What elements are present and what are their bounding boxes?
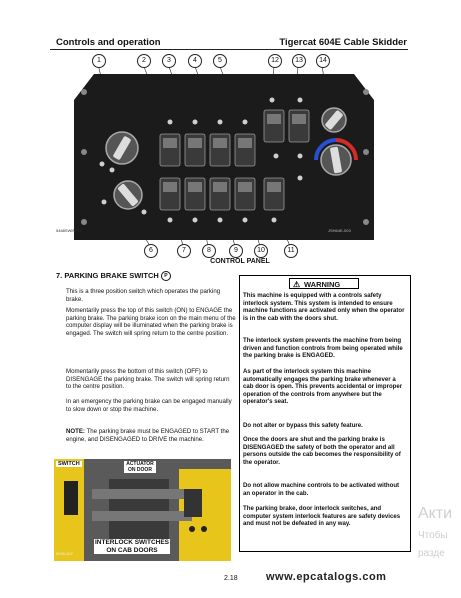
- header-rule: [50, 49, 408, 50]
- callout-4: 4: [188, 54, 202, 68]
- callout-9: 9: [229, 244, 243, 258]
- page-number: 2.18: [224, 575, 238, 582]
- header-left: Controls and operation: [56, 37, 161, 48]
- warning-paragraph-3: As part of the interlock system this machine automatically engages the parking brake whenever a cab door is open. This prevents accidental or improper operation of the controls from anywhere but the operator's seat.: [243, 368, 403, 406]
- watermark-line-1: Акти: [418, 505, 453, 522]
- callout-6: 6: [144, 244, 158, 258]
- note-paragraph: [66, 428, 236, 443]
- photo-code: 5206-007: [56, 551, 73, 556]
- figure-small-code: JSH64E-003: [328, 228, 351, 233]
- paragraph-3: Momentarily press the bottom of this switch (OFF) to DISENGAGE the parking brake. The switch will spring return to the centre position.: [66, 368, 230, 391]
- paragraph-4: In an emergency the parking brake can be engaged manually to slow down or stop the machine.: [66, 398, 232, 413]
- watermark-line-3: разде: [418, 548, 445, 559]
- callout-11: 11: [284, 244, 298, 258]
- paragraph-2: Momentarily press the top of this switch (ON) to ENGAGE the parking brake. The parking brake icon on the main menu of the computer display will be illuminated when the parking brake is engaged. The switch will spring return to the centre position.: [66, 307, 236, 337]
- callout-2: 2: [137, 54, 151, 68]
- warning-paragraph-5: Once the doors are shut and the parking brake is DISENGAGED the safety of both the operator and all persons outside the cab becomes the responsibility of the operator.: [243, 436, 401, 466]
- callout-5: 5: [213, 54, 227, 68]
- figure-caption: CONTROL PANEL: [210, 258, 270, 265]
- paragraph-1: This is a three position switch which operates the parking brake.: [66, 288, 221, 303]
- figure-code: 5468SWINFO: [56, 228, 81, 233]
- header-right: Tigercat 604E Cable Skidder: [279, 37, 407, 48]
- photo-label-switch: SWITCH: [58, 461, 80, 467]
- note-label: NOTE:: [66, 428, 85, 435]
- note-text: The parking brake must be ENGAGED to START the engine, and DISENGAGED to DRIVE the machine.: [66, 428, 230, 443]
- callout-7: 7: [177, 244, 191, 258]
- parking-brake-symbol-icon: P: [161, 271, 171, 281]
- callout-3: 3: [162, 54, 176, 68]
- callout-14: 14: [316, 54, 330, 68]
- footer-url: www.epcatalogs.com: [266, 571, 387, 583]
- control-panel-figure: [54, 52, 408, 258]
- warning-paragraph-7: The parking brake, door interlock switches, and computer system interlock features are safety devices and must not be defeated in any way.: [243, 505, 401, 528]
- callout-10: 10: [254, 244, 268, 258]
- control-panel-illustration: [54, 52, 408, 258]
- warning-paragraph-4: Do not alter or bypass this safety feature.: [243, 422, 363, 429]
- section-title-text: 7. PARKING BRAKE SWITCH: [56, 271, 159, 280]
- photo-caption: INTERLOCK SWITCHES ON CAB DOORS: [94, 539, 170, 554]
- callout-8: 8: [202, 244, 216, 258]
- callout-12: 12: [268, 54, 282, 68]
- warning-triangle-icon: ⚠: [293, 280, 301, 289]
- interlock-photo: [54, 459, 231, 561]
- warning-heading: [289, 278, 359, 289]
- callout-1: 1: [92, 54, 106, 68]
- warning-paragraph-6: Do not allow machine controls to be activated without an operator in the cab.: [243, 482, 400, 497]
- watermark-line-2: Чтобы: [418, 530, 448, 541]
- section-title: [56, 271, 171, 281]
- warning-paragraph-2: The interlock system prevents the machine from being driven and function controls from being operated while the parking brake is ENGAGED.: [243, 337, 403, 360]
- photo-label-actuator: ACTUATOR ON DOOR: [124, 461, 156, 473]
- warning-paragraph-1: This machine is equipped with a controls safety interlock system. This system is intended to ensure machine functions are activated only when the operator is in the cab with the doors shut.: [243, 292, 405, 322]
- callout-13: 13: [292, 54, 306, 68]
- warning-heading-text: WARNING: [304, 280, 341, 289]
